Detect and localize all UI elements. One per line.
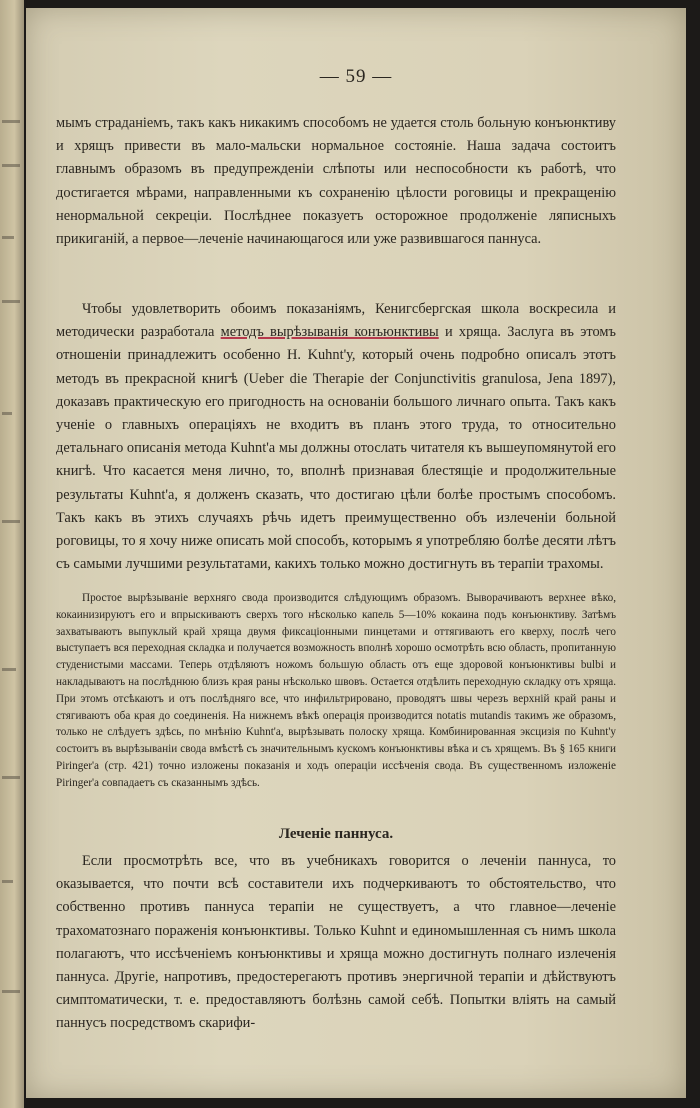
page-number: — 59 —: [319, 66, 393, 87]
footnote: [56, 590, 616, 792]
section-heading: Леченіе паннуса.: [278, 826, 394, 842]
book-page: [26, 8, 686, 1098]
paragraph-2-rest: и хряща. Заслуга въ этомъ отношеніи принадлежитъ особенно Н. Kuhnt'у, который очень подробно описалъ этотъ методъ въ прекрасной книгѣ (Ueber die Therapie der Conjunctivitis granulosa, Jena 1897), доказавъ практическую его пригодность на основаніи большого личнаго опыта. Такъ какъ ученіе о главныхъ операціяхъ не входитъ въ планъ этого труда, то относительно детальнаго описанія метода Kuhnt'а мы должны отослать читателя къ вышеупомянутой его книгѣ. Что касается меня лично, то, вполнѣ признавая блестящіе и продолжительные результаты Kuhnt'а, я долженъ сказать, что достигаю цѣли болѣе простымъ способомъ. Такъ какъ въ этихъ случаяхъ рѣчь идетъ преимущественно объ излеченіи больной роговицы, то я хочу ниже описать мой способъ, которымъ я употребляю болѣе десяти лѣтъ съ самыми лучшими результатами, какихъ только можно достигнуть въ терапіи трахомы.: [56, 324, 616, 573]
underlined-phrase: методъ вырѣзыванія конъюнктивы: [220, 324, 439, 341]
paragraph-2-start: Чтобы удовлетворить обоимъ показаніямъ, Кенигсбергская школа воскресила и методически разработала: [56, 301, 616, 341]
previous-page-edge: [0, 0, 24, 1108]
paragraph-3-text: Если просмотрѣть все, что въ учебникахъ говорится о леченіи паннуса, то оказывается, что почти всѣ составители ихъ подчеркиваютъ то обстоятельство, что собственно противъ паннуса терапіи не существуетъ, а что главное—леченіе трахоматознаго пораженія конъюнктивы. Только Kuhnt и единомышленная съ нимъ школа полагаютъ, что иссѣченіемъ конъюнктивы и хряща можно достигнуть полнаго излеченія паннуса. Другіе, напротивъ, предостерегаютъ противъ энергичной терапіи и дѣйствуютъ симптоматически, т. е. предоставляютъ болѣзнь самой себѣ. Попытки влiять на самый паннусъ посредствомъ скарифи-: [56, 853, 616, 1032]
paragraph-1-text: мымъ страданіемъ, такъ какъ никакимъ способомъ не удается столь больную конъюнктиву и хрящъ привести въ мало-мальски нормальное состояніе. Наша задача состоитъ главнымъ образомъ въ предупрежденіи слѣпоты или неспособности къ работѣ, что достигается мѣрами, направленными къ сохраненію цѣлости роговицы и прекращенію ненормальной секреціи. Послѣднее показуетъ осторожное продолженіе ляписныхъ прикиганій, а первое—леченіе начинающагося или уже развившагося паннуса.: [56, 115, 616, 248]
paragraph-2: [56, 298, 616, 576]
paragraph-3: [56, 850, 616, 1036]
footnote-text: Простое вырѣзываніе верхняго свода производится слѣдующимъ образомъ. Выворачиваютъ верхнее вѣко, кокаинизируютъ его и впрыскиваютъ сверхъ того нѣсколько капель 5—10% кокаина подъ конъюнктиву. Затѣмъ захватываютъ выпуклый край хряща двумя фиксаціонными пинцетами и оттягиваютъ его кверху, послѣ чего выступаетъ вся переходная складка и получается возможность вполнѣ хорошо осмотрѣть всю область, пропитанную студенистыми массами. Теперь отдѣляютъ ножомъ большую область отъ еще здоровой конъюнктивы bulbi и накладываютъ на послѣднюю близъ края раны нѣсколько швовъ. Остается отдѣлить переходную складку отъ хряща. При этомъ отсѣкаютъ и отъ послѣдняго все, что инфильтрировано, проводятъ швы черезъ верхній край раны и стягиваютъ оба края до соединенія. На нижнемъ вѣкѣ операція производится notatis mutandis такимъ же образомъ, только не слѣдуетъ здѣсь, по мнѣнію Kuhnt'а, вырѣзывать полоску хряща. Комбинированная эксцизія по Kuhnt'у состоитъ въ вырѣзываніи свода вмѣстѣ съ значительнымъ кускомъ конъюнктивы вѣка и съ хрящемъ. Въ § 165 книги Piringer'а (стр. 421) точно изложены показанія и ходъ операціи иссѣченія свода. Въ существенномъ изложеніе Piringer'а совпадаетъ съ сказаннымъ здѣсь.: [56, 592, 616, 789]
paragraph-1: [56, 112, 616, 251]
paragraph-2-text: [56, 298, 616, 576]
